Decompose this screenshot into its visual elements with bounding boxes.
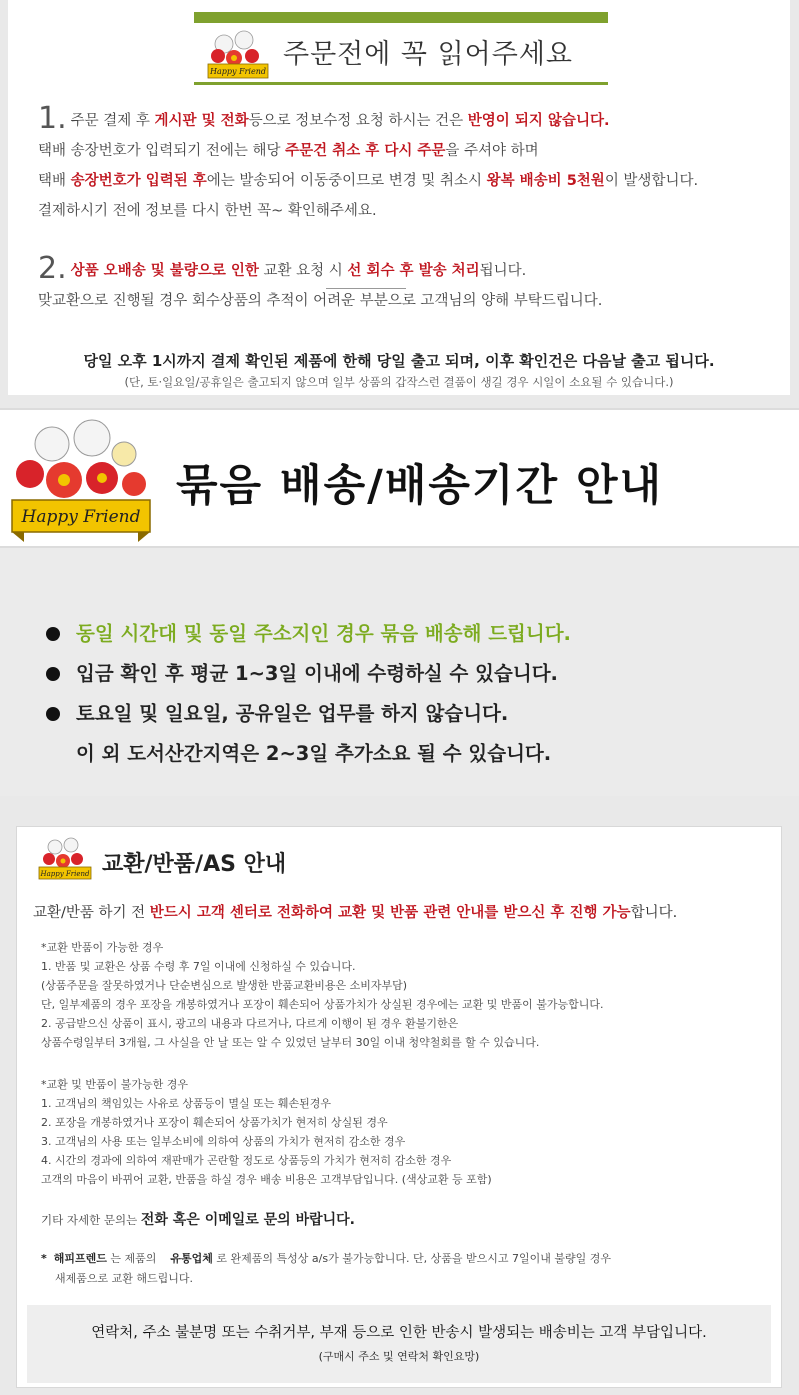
title-bottom-bar <box>194 82 608 85</box>
exchange-return-section <box>16 826 782 1388</box>
list-item: 토요일 및 일요일, 공유일은 업무를 하지 않습니다. <box>46 694 571 734</box>
notice-item-2: 2. 상품 오배송 및 불량으로 인한 교환 요청 시 선 회수 후 발송 처리됩니다. 맞교환으로 진행될 경우 회수상품의 추적이 어려운 부분으로 고객님의 양해 부탁드립니다. <box>38 251 603 309</box>
bullet-dot-icon <box>46 667 60 681</box>
happy-friend-logo <box>204 26 272 82</box>
return-shipping-footer: 연락처, 주소 불분명 또는 수취거부, 부재 등으로 인한 반송시 발생되는 배송비는 고객 부담입니다. (구매시 주소 및 연락처 확인요망) <box>27 1305 771 1383</box>
happy-friend-logo <box>6 414 156 546</box>
svg-text:Happy Friend: Happy Friend <box>210 67 266 76</box>
bundle-shipping-banner <box>0 408 799 548</box>
bullet-dot-icon <box>46 707 60 721</box>
possible-cases: *교환 반품이 가능한 경우 1. 반품 및 교환은 상품 수령 후 7일 이내에 신청하실 수 있습니다. (상품주문을 잘못하였거나 단순변심으로 발생한 반품교환비용은 소비자부담) 단, 일부제품의 경우 포장을 개봉하였거나 포장이 훼손되어 상품가치가 상실된 경우에는 교환 및 반품이 불가능합니다. 2. 공급받으신 상품이 표시, 광고의 내용과 다르거나, 다르게 이행이 된 경우 환불기한은 상품수령일부터 3개월, 그 사실을 안 날 또는 알 수 있었던 날부터 30일 이내 청약철회를 할 수 있습니다. <box>41 941 604 1049</box>
contact-inquiry: 기타 자세한 문의는 전화 혹은 이메일로 문의 바랍니다. <box>41 1212 355 1228</box>
title-top-bar <box>194 12 608 23</box>
list-item: 동일 시간대 및 동일 주소지인 경우 묶음 배송해 드립니다. <box>46 614 571 654</box>
list-item: 입금 확인 후 평균 1~3일 이내에 수령하실 수 있습니다. <box>46 654 571 694</box>
order-notice-section <box>8 0 790 395</box>
list-item: 이 외 도서산간지역은 2~3일 추가소요 될 수 있습니다. <box>76 742 552 765</box>
as-note: * 해피프렌드 는 제품의 유통업체 로 완제품의 특성상 a/s가 불가능합니다. 단, 상품을 받으시고 7일이내 불량일 경우 새제품으로 교환 해드립니다. <box>41 1252 611 1285</box>
svg-text:Happy Friend: Happy Friend <box>21 507 141 527</box>
page-title: 주문전에 꼭 읽어주세요 <box>283 39 573 70</box>
exchange-headline: 교환/반품 하기 전 반드시 고객 센터로 전화하여 교환 및 반품 관련 안내를 받으신 후 진행 가능합니다. <box>33 905 678 921</box>
item-number: 2. <box>38 251 67 286</box>
item-number: 1. <box>38 101 67 136</box>
happy-friend-logo <box>37 833 93 883</box>
impossible-cases: *교환 및 반품이 불가능한 경우 1. 고객님의 책임있는 사유로 상품등이 멸실 또는 훼손된경우 2. 포장을 개봉하였거나 포장이 훼손되어 상품가치가 현저히 상실된 경우 3. 고객님의 사용 또는 일부소비에 의하여 상품의 가치가 현저히 감소한 경우 4. 시간의 경과에 의하여 재판매가 곤란할 정도로 상품등의 가치가 현저히 감소한 경우 고객의 마음이 바뀌어 교환, 반품을 하실 경우 배송 비용은 고객부담입니다. (색상교환 등 포함) <box>41 1078 492 1186</box>
shipping-info-list <box>46 614 571 774</box>
shipping-info-section <box>0 548 799 796</box>
svg-text:Happy Friend: Happy Friend <box>40 870 90 878</box>
shipping-notice-sub: (단, 토·일요일/공휴일은 출고되지 않으며 일부 상품의 갑작스런 결품이 생길 경우 시일이 소요될 수 있습니다.) <box>124 375 674 389</box>
banner-title: 묶음 배송/배송기간 안내 <box>176 461 664 511</box>
divider <box>326 288 406 289</box>
section-title: 교환/반품/AS 안내 <box>102 852 287 877</box>
bullet-dot-icon <box>46 627 60 641</box>
shipping-notice: 당일 오후 1시까지 결제 확인된 제품에 한해 당일 출고 되며, 이후 확인건은 다음날 출고 됩니다. <box>83 352 715 370</box>
notice-item-1: 1. 주문 결제 후 게시판 및 전화등으로 정보수정 요청 하시는 건은 반영이 되지 않습니다. 택배 송장번호가 입력되기 전에는 해당 주문건 취소 후 다시 주문을 주셔야 하며 택배 송장번호가 입력된 후에는 발송되어 이동중이므로 변경 및 취소시 왕복 배송비 5천원이 발생합니다. 결제하시기 전에 정보를 다시 한번 꼭~ 확인해주세요. <box>38 101 699 219</box>
